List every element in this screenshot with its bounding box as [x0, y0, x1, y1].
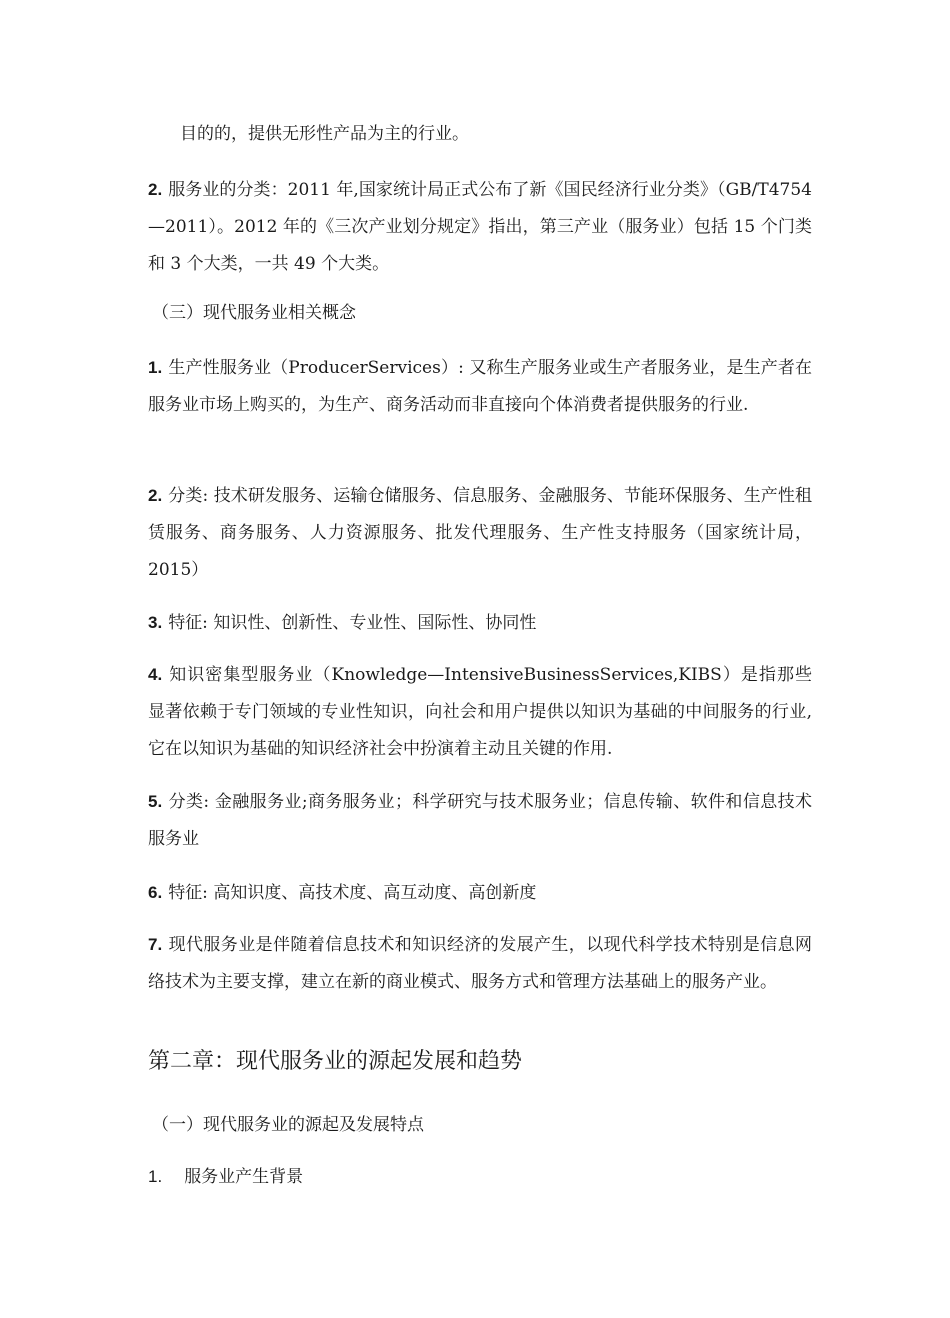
- list-item-2: [148, 477, 812, 589]
- item-number: 2.: [148, 486, 163, 505]
- item-text: 服务业产生背景: [184, 1167, 304, 1187]
- item-number: 3.: [148, 613, 163, 632]
- item-text: 特征: 知识性、创新性、专业性、国际性、协同性: [168, 613, 537, 633]
- list-item-last: [148, 1158, 812, 1196]
- item-number: 6.: [148, 883, 163, 902]
- item-number: 4.: [148, 665, 163, 684]
- item-text: 现代服务业是伴随着信息技术和知识经济的发展产生，以现代科学技术特别是信息网络技术为主要支撑，建立在新的商业模式、服务方式和管理方法基础上的服务产业。: [148, 935, 812, 992]
- item-text: 分类: 技术研发服务、运输仓储服务、信息服务、金融服务、节能环保服务、生产性租赁服务、商务服务、人力资源服务、批发代理服务、生产性支持服务（国家统计局，2015）: [148, 486, 812, 580]
- paragraph-2: [148, 171, 812, 283]
- paragraph-text: 服务业的分类：2011 年,国家统计局正式公布了新《国民经济行业分类》（GB/T4754—2011）。2012 年的《三次产业划分规定》指出，第三产业（服务业）包括 15 个门类和 3 个大类，一共 49 个大类。: [148, 180, 812, 274]
- list-item-3: [148, 604, 812, 642]
- chapter-heading: 第二章：现代服务业的源起发展和趋势: [148, 1049, 523, 1074]
- list-item-6: [148, 874, 812, 912]
- section-heading-3: （三）现代服务业相关概念: [152, 303, 356, 323]
- continuation-paragraph: 目的的，提供无形性产品为主的行业。: [180, 124, 469, 144]
- list-item-7: [148, 926, 812, 1001]
- list-item-1: [148, 349, 812, 424]
- item-text: 知识密集型服务业（Knowledge—IntensiveBusinessServices,KIBS）是指那些显著依赖于专门领域的专业性知识，向社会和用户提供以知识为基础的中间服务的行业,它在以知识为基础的知识经济社会中扮演着主动且关键的作用.: [148, 665, 812, 759]
- item-text: 分类: 金融服务业;商务服务业；科学研究与技术服务业；信息传输、软件和信息技术服务业: [148, 792, 812, 849]
- section-heading-1: （一）现代服务业的源起及发展特点: [152, 1115, 424, 1135]
- item-number: 1.: [148, 1167, 163, 1186]
- list-item-4: [148, 656, 812, 768]
- item-number: 5.: [148, 792, 163, 811]
- item-text: 特征: 高知识度、高技术度、高互动度、高创新度: [168, 883, 537, 903]
- item-number: 1.: [148, 358, 163, 377]
- item-text: 生产性服务业（ProducerServices）: 又称生产服务业或生产者服务业，是生产者在服务业市场上购买的，为生产、商务活动而非直接向个体消费者提供服务的行业.: [148, 358, 812, 415]
- item-number: 2.: [148, 180, 163, 199]
- item-number: 7.: [148, 935, 163, 954]
- list-item-5: [148, 783, 812, 858]
